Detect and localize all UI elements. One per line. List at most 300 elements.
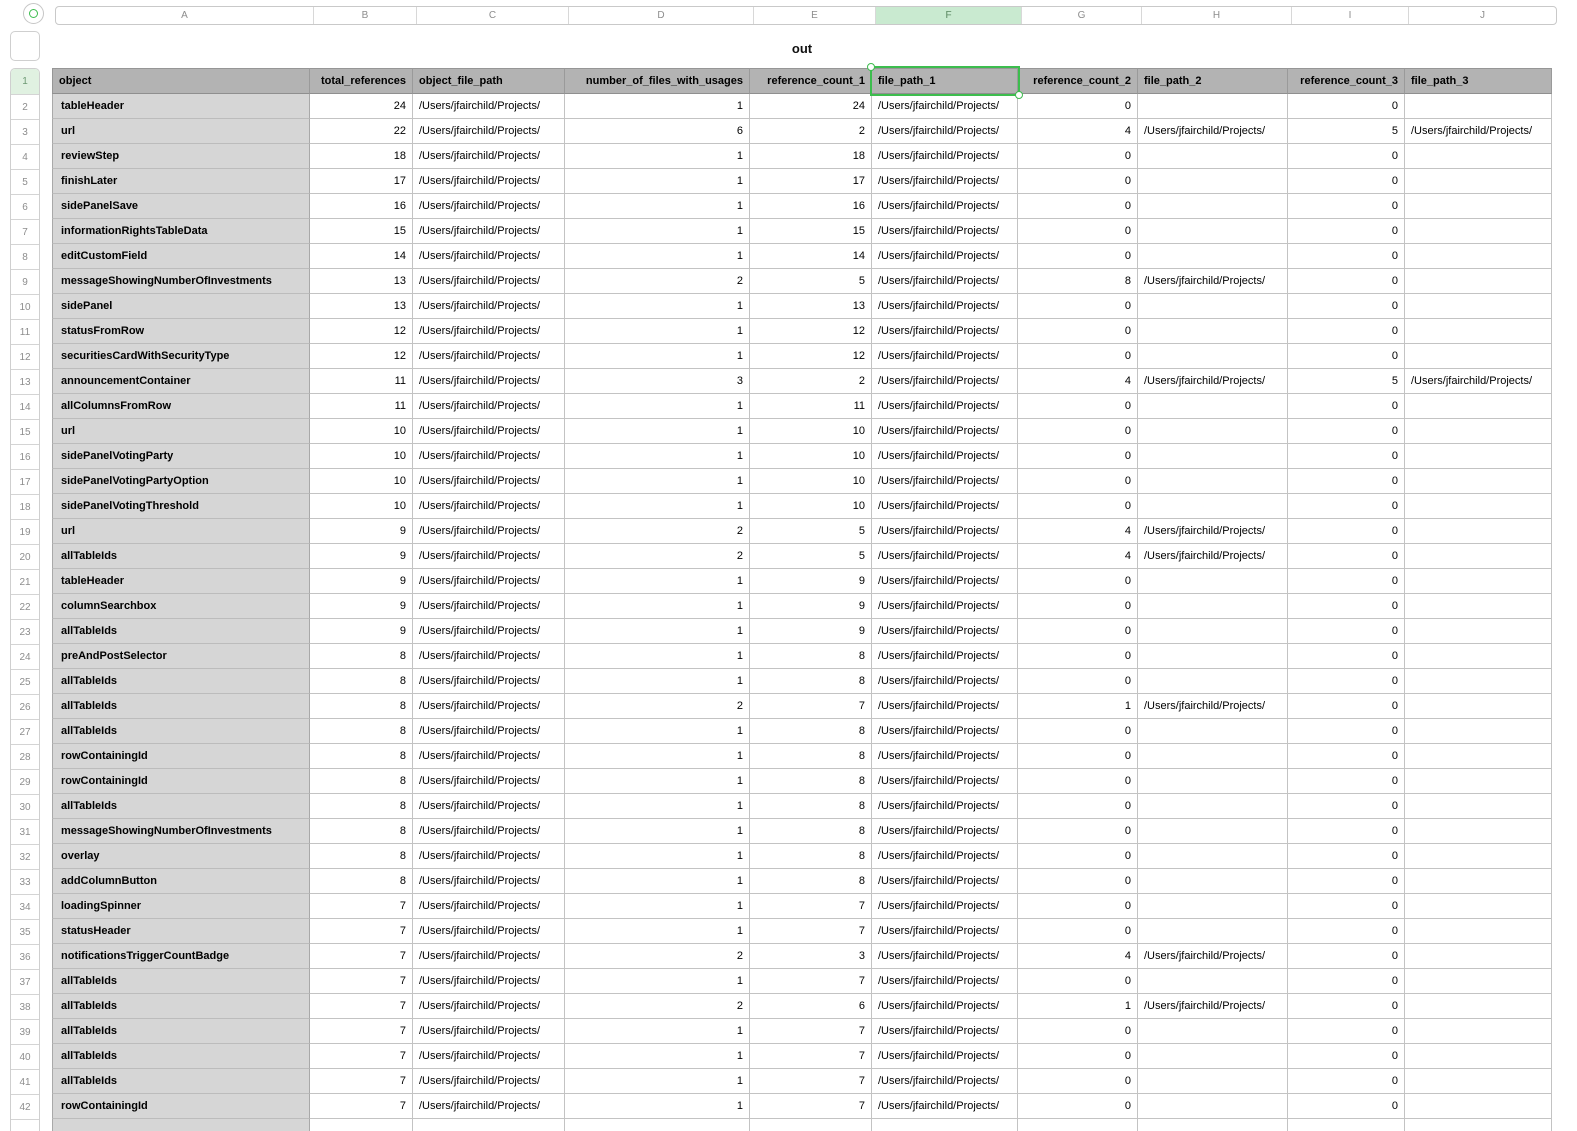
cell-B38[interactable]: 7 <box>310 994 413 1019</box>
cell-D4[interactable]: 1 <box>565 144 750 169</box>
cell-F34[interactable]: /Users/jfairchild/Projects/ <box>872 894 1018 919</box>
cell-H40[interactable] <box>1138 1044 1288 1069</box>
cell-C5[interactable]: /Users/jfairchild/Projects/ <box>413 169 565 194</box>
cell-C8[interactable]: /Users/jfairchild/Projects/ <box>413 244 565 269</box>
row-header-3[interactable]: 3 <box>11 120 39 145</box>
cell-G27[interactable]: 0 <box>1018 719 1138 744</box>
cell-H2[interactable] <box>1138 94 1288 119</box>
cell-H6[interactable] <box>1138 194 1288 219</box>
cell-J30[interactable] <box>1405 794 1552 819</box>
cell-E6[interactable]: 16 <box>750 194 872 219</box>
cell-J34[interactable] <box>1405 894 1552 919</box>
cell-E2[interactable]: 24 <box>750 94 872 119</box>
cell-I40[interactable]: 0 <box>1288 1044 1405 1069</box>
cell-B25[interactable]: 8 <box>310 669 413 694</box>
cell-G10[interactable]: 0 <box>1018 294 1138 319</box>
cell-D43[interactable] <box>565 1119 750 1131</box>
cell-I2[interactable]: 0 <box>1288 94 1405 119</box>
cell-H27[interactable] <box>1138 719 1288 744</box>
cell-C15[interactable]: /Users/jfairchild/Projects/ <box>413 419 565 444</box>
row-header-32[interactable]: 32 <box>11 845 39 870</box>
cell-I41[interactable]: 0 <box>1288 1069 1405 1094</box>
cell-H30[interactable] <box>1138 794 1288 819</box>
cell-J27[interactable] <box>1405 719 1552 744</box>
row-header-42[interactable]: 42 <box>11 1095 39 1120</box>
cell-E12[interactable]: 12 <box>750 344 872 369</box>
cell-J20[interactable] <box>1405 544 1552 569</box>
cell-I3[interactable]: 5 <box>1288 119 1405 144</box>
row-header-33[interactable]: 33 <box>11 870 39 895</box>
cell-A15[interactable]: url <box>52 419 310 444</box>
cell-A36[interactable]: notificationsTriggerCountBadge <box>52 944 310 969</box>
header-cell-number_of_files_with_usages[interactable]: number_of_files_with_usages <box>565 68 750 94</box>
cell-B39[interactable]: 7 <box>310 1019 413 1044</box>
cell-F38[interactable]: /Users/jfairchild/Projects/ <box>872 994 1018 1019</box>
cell-J14[interactable] <box>1405 394 1552 419</box>
cell-J25[interactable] <box>1405 669 1552 694</box>
row-header-26[interactable]: 26 <box>11 695 39 720</box>
cell-B3[interactable]: 22 <box>310 119 413 144</box>
cell-G19[interactable]: 4 <box>1018 519 1138 544</box>
cell-G12[interactable]: 0 <box>1018 344 1138 369</box>
cell-J17[interactable] <box>1405 469 1552 494</box>
cell-G28[interactable]: 0 <box>1018 744 1138 769</box>
cell-I16[interactable]: 0 <box>1288 444 1405 469</box>
cell-F33[interactable]: /Users/jfairchild/Projects/ <box>872 869 1018 894</box>
cell-C38[interactable]: /Users/jfairchild/Projects/ <box>413 994 565 1019</box>
cell-A6[interactable]: sidePanelSave <box>52 194 310 219</box>
cell-C25[interactable]: /Users/jfairchild/Projects/ <box>413 669 565 694</box>
cell-G5[interactable]: 0 <box>1018 169 1138 194</box>
cell-J28[interactable] <box>1405 744 1552 769</box>
cell-H29[interactable] <box>1138 769 1288 794</box>
cell-C31[interactable]: /Users/jfairchild/Projects/ <box>413 819 565 844</box>
cell-G13[interactable]: 4 <box>1018 369 1138 394</box>
cell-F15[interactable]: /Users/jfairchild/Projects/ <box>872 419 1018 444</box>
cell-F36[interactable]: /Users/jfairchild/Projects/ <box>872 944 1018 969</box>
cell-B11[interactable]: 12 <box>310 319 413 344</box>
cell-E42[interactable]: 7 <box>750 1094 872 1119</box>
cell-G21[interactable]: 0 <box>1018 569 1138 594</box>
cell-E22[interactable]: 9 <box>750 594 872 619</box>
cell-A3[interactable]: url <box>52 119 310 144</box>
cell-I9[interactable]: 0 <box>1288 269 1405 294</box>
cell-J10[interactable] <box>1405 294 1552 319</box>
cell-F8[interactable]: /Users/jfairchild/Projects/ <box>872 244 1018 269</box>
cell-D5[interactable]: 1 <box>565 169 750 194</box>
cell-J12[interactable] <box>1405 344 1552 369</box>
cell-E32[interactable]: 8 <box>750 844 872 869</box>
cell-G37[interactable]: 0 <box>1018 969 1138 994</box>
row-header-14[interactable]: 14 <box>11 395 39 420</box>
cell-D16[interactable]: 1 <box>565 444 750 469</box>
cell-J4[interactable] <box>1405 144 1552 169</box>
cell-A25[interactable]: allTableIds <box>52 669 310 694</box>
cell-A20[interactable]: allTableIds <box>52 544 310 569</box>
cell-F23[interactable]: /Users/jfairchild/Projects/ <box>872 619 1018 644</box>
cell-J5[interactable] <box>1405 169 1552 194</box>
cell-J15[interactable] <box>1405 419 1552 444</box>
cell-A7[interactable]: informationRightsTableData <box>52 219 310 244</box>
cell-F22[interactable]: /Users/jfairchild/Projects/ <box>872 594 1018 619</box>
cell-E39[interactable]: 7 <box>750 1019 872 1044</box>
cell-D36[interactable]: 2 <box>565 944 750 969</box>
cell-H24[interactable] <box>1138 644 1288 669</box>
cell-G29[interactable]: 0 <box>1018 769 1138 794</box>
cell-H20[interactable]: /Users/jfairchild/Projects/ <box>1138 544 1288 569</box>
cell-H26[interactable]: /Users/jfairchild/Projects/ <box>1138 694 1288 719</box>
cell-C40[interactable]: /Users/jfairchild/Projects/ <box>413 1044 565 1069</box>
cell-J41[interactable] <box>1405 1069 1552 1094</box>
cell-G26[interactable]: 1 <box>1018 694 1138 719</box>
cell-E14[interactable]: 11 <box>750 394 872 419</box>
cell-A39[interactable]: allTableIds <box>52 1019 310 1044</box>
cell-E30[interactable]: 8 <box>750 794 872 819</box>
cell-D42[interactable]: 1 <box>565 1094 750 1119</box>
cell-B36[interactable]: 7 <box>310 944 413 969</box>
cell-F39[interactable]: /Users/jfairchild/Projects/ <box>872 1019 1018 1044</box>
cell-I33[interactable]: 0 <box>1288 869 1405 894</box>
cell-J37[interactable] <box>1405 969 1552 994</box>
column-header-E[interactable]: E <box>754 7 876 24</box>
cell-H41[interactable] <box>1138 1069 1288 1094</box>
cell-G41[interactable]: 0 <box>1018 1069 1138 1094</box>
cell-F13[interactable]: /Users/jfairchild/Projects/ <box>872 369 1018 394</box>
cell-F5[interactable]: /Users/jfairchild/Projects/ <box>872 169 1018 194</box>
row-header-2[interactable]: 2 <box>11 95 39 120</box>
cell-I31[interactable]: 0 <box>1288 819 1405 844</box>
cell-B4[interactable]: 18 <box>310 144 413 169</box>
cell-H17[interactable] <box>1138 469 1288 494</box>
cell-H42[interactable] <box>1138 1094 1288 1119</box>
cell-D20[interactable]: 2 <box>565 544 750 569</box>
cell-I20[interactable]: 0 <box>1288 544 1405 569</box>
row-header-37[interactable]: 37 <box>11 970 39 995</box>
cell-H16[interactable] <box>1138 444 1288 469</box>
cell-A27[interactable]: allTableIds <box>52 719 310 744</box>
cell-J9[interactable] <box>1405 269 1552 294</box>
cell-C41[interactable]: /Users/jfairchild/Projects/ <box>413 1069 565 1094</box>
selection-handle-top-left[interactable] <box>867 63 875 71</box>
cell-E20[interactable]: 5 <box>750 544 872 569</box>
row-header-11[interactable]: 11 <box>11 320 39 345</box>
cell-D35[interactable]: 1 <box>565 919 750 944</box>
cell-J7[interactable] <box>1405 219 1552 244</box>
cell-J16[interactable] <box>1405 444 1552 469</box>
cell-B40[interactable]: 7 <box>310 1044 413 1069</box>
cell-I18[interactable]: 0 <box>1288 494 1405 519</box>
cell-A16[interactable]: sidePanelVotingParty <box>52 444 310 469</box>
cell-C16[interactable]: /Users/jfairchild/Projects/ <box>413 444 565 469</box>
cell-D9[interactable]: 2 <box>565 269 750 294</box>
cell-D6[interactable]: 1 <box>565 194 750 219</box>
cell-B5[interactable]: 17 <box>310 169 413 194</box>
cell-B28[interactable]: 8 <box>310 744 413 769</box>
cell-G32[interactable]: 0 <box>1018 844 1138 869</box>
cell-J39[interactable] <box>1405 1019 1552 1044</box>
cell-J35[interactable] <box>1405 919 1552 944</box>
cell-J36[interactable] <box>1405 944 1552 969</box>
cell-A33[interactable]: addColumnButton <box>52 869 310 894</box>
cell-G23[interactable]: 0 <box>1018 619 1138 644</box>
cell-G11[interactable]: 0 <box>1018 319 1138 344</box>
cell-F10[interactable]: /Users/jfairchild/Projects/ <box>872 294 1018 319</box>
cell-I30[interactable]: 0 <box>1288 794 1405 819</box>
cell-C2[interactable]: /Users/jfairchild/Projects/ <box>413 94 565 119</box>
cell-E4[interactable]: 18 <box>750 144 872 169</box>
cell-D32[interactable]: 1 <box>565 844 750 869</box>
cell-J18[interactable] <box>1405 494 1552 519</box>
cell-E15[interactable]: 10 <box>750 419 872 444</box>
cell-I19[interactable]: 0 <box>1288 519 1405 544</box>
cell-D8[interactable]: 1 <box>565 244 750 269</box>
cell-D31[interactable]: 1 <box>565 819 750 844</box>
header-cell-total_references[interactable]: total_references <box>310 68 413 94</box>
cell-B15[interactable]: 10 <box>310 419 413 444</box>
cell-G24[interactable]: 0 <box>1018 644 1138 669</box>
cell-B35[interactable]: 7 <box>310 919 413 944</box>
cell-E29[interactable]: 8 <box>750 769 872 794</box>
cell-A35[interactable]: statusHeader <box>52 919 310 944</box>
cell-I36[interactable]: 0 <box>1288 944 1405 969</box>
cell-I22[interactable]: 0 <box>1288 594 1405 619</box>
cell-B21[interactable]: 9 <box>310 569 413 594</box>
cell-D21[interactable]: 1 <box>565 569 750 594</box>
row-header-17[interactable]: 17 <box>11 470 39 495</box>
cell-E23[interactable]: 9 <box>750 619 872 644</box>
cell-B37[interactable]: 7 <box>310 969 413 994</box>
row-header-41[interactable]: 41 <box>11 1070 39 1095</box>
cell-B16[interactable]: 10 <box>310 444 413 469</box>
row-header-29[interactable]: 29 <box>11 770 39 795</box>
cell-F40[interactable]: /Users/jfairchild/Projects/ <box>872 1044 1018 1069</box>
cell-H33[interactable] <box>1138 869 1288 894</box>
cell-B14[interactable]: 11 <box>310 394 413 419</box>
cell-C13[interactable]: /Users/jfairchild/Projects/ <box>413 369 565 394</box>
cell-I25[interactable]: 0 <box>1288 669 1405 694</box>
cell-H39[interactable] <box>1138 1019 1288 1044</box>
row-header-10[interactable]: 10 <box>11 295 39 320</box>
cell-F2[interactable]: /Users/jfairchild/Projects/ <box>872 94 1018 119</box>
cell-A32[interactable]: overlay <box>52 844 310 869</box>
cell-E10[interactable]: 13 <box>750 294 872 319</box>
cell-J24[interactable] <box>1405 644 1552 669</box>
row-header-5[interactable]: 5 <box>11 170 39 195</box>
cell-F29[interactable]: /Users/jfairchild/Projects/ <box>872 769 1018 794</box>
cell-B41[interactable]: 7 <box>310 1069 413 1094</box>
cell-G39[interactable]: 0 <box>1018 1019 1138 1044</box>
column-header-F[interactable]: F <box>876 7 1022 24</box>
row-header-1[interactable]: 1 <box>11 69 39 95</box>
cell-G3[interactable]: 4 <box>1018 119 1138 144</box>
cell-F42[interactable]: /Users/jfairchild/Projects/ <box>872 1094 1018 1119</box>
cell-C42[interactable]: /Users/jfairchild/Projects/ <box>413 1094 565 1119</box>
row-header-7[interactable]: 7 <box>11 220 39 245</box>
cell-D17[interactable]: 1 <box>565 469 750 494</box>
cell-F27[interactable]: /Users/jfairchild/Projects/ <box>872 719 1018 744</box>
row-header-15[interactable]: 15 <box>11 420 39 445</box>
cell-F18[interactable]: /Users/jfairchild/Projects/ <box>872 494 1018 519</box>
cell-G18[interactable]: 0 <box>1018 494 1138 519</box>
cell-E33[interactable]: 8 <box>750 869 872 894</box>
cell-A9[interactable]: messageShowingNumberOfInvestments <box>52 269 310 294</box>
cell-G25[interactable]: 0 <box>1018 669 1138 694</box>
cell-D22[interactable]: 1 <box>565 594 750 619</box>
cell-G4[interactable]: 0 <box>1018 144 1138 169</box>
cell-B42[interactable]: 7 <box>310 1094 413 1119</box>
cell-I14[interactable]: 0 <box>1288 394 1405 419</box>
cell-I24[interactable]: 0 <box>1288 644 1405 669</box>
cell-C6[interactable]: /Users/jfairchild/Projects/ <box>413 194 565 219</box>
cell-E16[interactable]: 10 <box>750 444 872 469</box>
cell-I4[interactable]: 0 <box>1288 144 1405 169</box>
cell-C28[interactable]: /Users/jfairchild/Projects/ <box>413 744 565 769</box>
column-header-J[interactable]: J <box>1480 10 1485 21</box>
cell-D29[interactable]: 1 <box>565 769 750 794</box>
row-header-16[interactable]: 16 <box>11 445 39 470</box>
row-header-36[interactable]: 36 <box>11 945 39 970</box>
cell-E5[interactable]: 17 <box>750 169 872 194</box>
cell-B9[interactable]: 13 <box>310 269 413 294</box>
cell-A19[interactable]: url <box>52 519 310 544</box>
cell-I10[interactable]: 0 <box>1288 294 1405 319</box>
cell-B2[interactable]: 24 <box>310 94 413 119</box>
cell-F35[interactable]: /Users/jfairchild/Projects/ <box>872 919 1018 944</box>
cell-D25[interactable]: 1 <box>565 669 750 694</box>
cell-B20[interactable]: 9 <box>310 544 413 569</box>
cell-F14[interactable]: /Users/jfairchild/Projects/ <box>872 394 1018 419</box>
row-header-8[interactable]: 8 <box>11 245 39 270</box>
cell-D15[interactable]: 1 <box>565 419 750 444</box>
row-header-4[interactable]: 4 <box>11 145 39 170</box>
cell-B6[interactable]: 16 <box>310 194 413 219</box>
cell-I29[interactable]: 0 <box>1288 769 1405 794</box>
cell-H5[interactable] <box>1138 169 1288 194</box>
cell-F12[interactable]: /Users/jfairchild/Projects/ <box>872 344 1018 369</box>
cell-B27[interactable]: 8 <box>310 719 413 744</box>
row-header-25[interactable]: 25 <box>11 670 39 695</box>
cell-G20[interactable]: 4 <box>1018 544 1138 569</box>
cell-A26[interactable]: allTableIds <box>52 694 310 719</box>
cell-J26[interactable] <box>1405 694 1552 719</box>
cell-D2[interactable]: 1 <box>565 94 750 119</box>
cell-A14[interactable]: allColumnsFromRow <box>52 394 310 419</box>
cell-I23[interactable]: 0 <box>1288 619 1405 644</box>
row-header-24[interactable]: 24 <box>11 645 39 670</box>
cell-D7[interactable]: 1 <box>565 219 750 244</box>
cell-E24[interactable]: 8 <box>750 644 872 669</box>
cell-D3[interactable]: 6 <box>565 119 750 144</box>
row-header-21[interactable]: 21 <box>11 570 39 595</box>
cell-C4[interactable]: /Users/jfairchild/Projects/ <box>413 144 565 169</box>
column-header-B[interactable]: B <box>314 7 417 24</box>
cell-F9[interactable]: /Users/jfairchild/Projects/ <box>872 269 1018 294</box>
cell-A18[interactable]: sidePanelVotingThreshold <box>52 494 310 519</box>
row-header-34[interactable]: 34 <box>11 895 39 920</box>
cell-E25[interactable]: 8 <box>750 669 872 694</box>
cell-F24[interactable]: /Users/jfairchild/Projects/ <box>872 644 1018 669</box>
cell-B7[interactable]: 15 <box>310 219 413 244</box>
row-header-38[interactable]: 38 <box>11 995 39 1020</box>
cell-B12[interactable]: 12 <box>310 344 413 369</box>
cell-G42[interactable]: 0 <box>1018 1094 1138 1119</box>
cell-I8[interactable]: 0 <box>1288 244 1405 269</box>
cell-C26[interactable]: /Users/jfairchild/Projects/ <box>413 694 565 719</box>
cell-A10[interactable]: sidePanel <box>52 294 310 319</box>
header-cell-object[interactable]: object <box>52 68 310 94</box>
cell-E13[interactable]: 2 <box>750 369 872 394</box>
cell-J8[interactable] <box>1405 244 1552 269</box>
cell-A17[interactable]: sidePanelVotingPartyOption <box>52 469 310 494</box>
cell-J40[interactable] <box>1405 1044 1552 1069</box>
cell-J42[interactable] <box>1405 1094 1552 1119</box>
cell-H7[interactable] <box>1138 219 1288 244</box>
cell-A37[interactable]: allTableIds <box>52 969 310 994</box>
cell-C12[interactable]: /Users/jfairchild/Projects/ <box>413 344 565 369</box>
cell-F37[interactable]: /Users/jfairchild/Projects/ <box>872 969 1018 994</box>
row-header-30[interactable]: 30 <box>11 795 39 820</box>
cell-G30[interactable]: 0 <box>1018 794 1138 819</box>
cell-A4[interactable]: reviewStep <box>52 144 310 169</box>
cell-F11[interactable]: /Users/jfairchild/Projects/ <box>872 319 1018 344</box>
row-header-35[interactable]: 35 <box>11 920 39 945</box>
cell-C18[interactable]: /Users/jfairchild/Projects/ <box>413 494 565 519</box>
cell-H12[interactable] <box>1138 344 1288 369</box>
cell-G31[interactable]: 0 <box>1018 819 1138 844</box>
cell-F21[interactable]: /Users/jfairchild/Projects/ <box>872 569 1018 594</box>
cell-C35[interactable]: /Users/jfairchild/Projects/ <box>413 919 565 944</box>
cell-G7[interactable]: 0 <box>1018 219 1138 244</box>
row-header-12[interactable]: 12 <box>11 345 39 370</box>
cell-H31[interactable] <box>1138 819 1288 844</box>
cell-C32[interactable]: /Users/jfairchild/Projects/ <box>413 844 565 869</box>
cell-C20[interactable]: /Users/jfairchild/Projects/ <box>413 544 565 569</box>
cell-E40[interactable]: 7 <box>750 1044 872 1069</box>
cell-I32[interactable]: 0 <box>1288 844 1405 869</box>
cell-H34[interactable] <box>1138 894 1288 919</box>
cell-D10[interactable]: 1 <box>565 294 750 319</box>
header-cell-file_path_1[interactable]: file_path_1 <box>872 68 1018 94</box>
header-cell-reference_count_2[interactable]: reference_count_2 <box>1018 68 1138 94</box>
cell-J2[interactable] <box>1405 94 1552 119</box>
cell-J29[interactable] <box>1405 769 1552 794</box>
cell-C17[interactable]: /Users/jfairchild/Projects/ <box>413 469 565 494</box>
cell-B8[interactable]: 14 <box>310 244 413 269</box>
cell-D13[interactable]: 3 <box>565 369 750 394</box>
cell-B24[interactable]: 8 <box>310 644 413 669</box>
cell-A38[interactable]: allTableIds <box>52 994 310 1019</box>
cell-E41[interactable]: 7 <box>750 1069 872 1094</box>
cell-I11[interactable]: 0 <box>1288 319 1405 344</box>
cell-H32[interactable] <box>1138 844 1288 869</box>
cell-C29[interactable]: /Users/jfairchild/Projects/ <box>413 769 565 794</box>
cell-I12[interactable]: 0 <box>1288 344 1405 369</box>
cell-F7[interactable]: /Users/jfairchild/Projects/ <box>872 219 1018 244</box>
cell-I35[interactable]: 0 <box>1288 919 1405 944</box>
cell-J32[interactable] <box>1405 844 1552 869</box>
cell-H10[interactable] <box>1138 294 1288 319</box>
cell-G38[interactable]: 1 <box>1018 994 1138 1019</box>
cell-C21[interactable]: /Users/jfairchild/Projects/ <box>413 569 565 594</box>
cell-F25[interactable]: /Users/jfairchild/Projects/ <box>872 669 1018 694</box>
cell-E3[interactable]: 2 <box>750 119 872 144</box>
row-header-6[interactable]: 6 <box>11 195 39 220</box>
cell-E28[interactable]: 8 <box>750 744 872 769</box>
cell-E8[interactable]: 14 <box>750 244 872 269</box>
column-header-D[interactable]: D <box>569 7 754 24</box>
cell-A41[interactable]: allTableIds <box>52 1069 310 1094</box>
header-cell-file_path_3[interactable]: file_path_3 <box>1405 68 1552 94</box>
